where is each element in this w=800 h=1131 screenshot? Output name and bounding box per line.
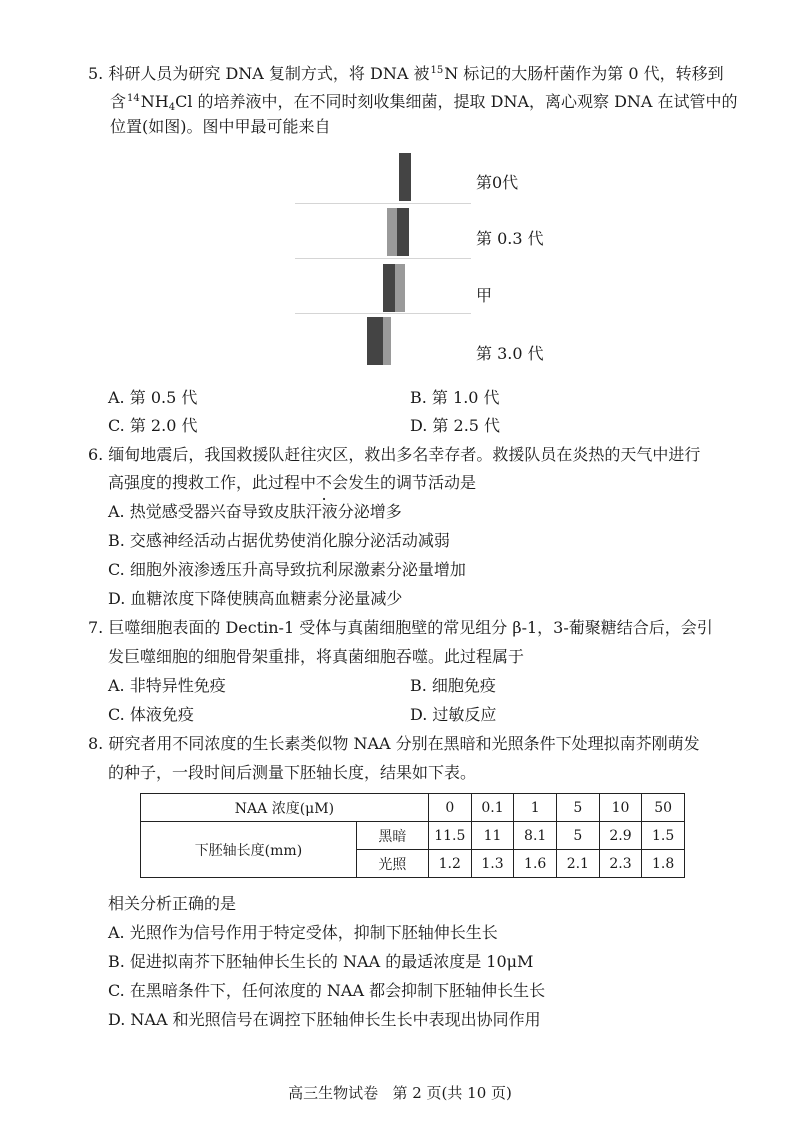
figure-divider [295,203,471,204]
naa-data-table [140,793,685,878]
table-cell: 2.1 [557,850,600,878]
q6-line-2 [108,472,476,494]
q7-line-1 [88,617,713,639]
figure-label-gen0-3: 第 0.3 代 [476,229,544,248]
q5-line-1 [88,60,724,85]
q5-text-1a: 科研人员为研究 DNA 复制方式，将 DNA 被 [108,64,430,83]
figure-label-gen0: 第0代 [476,173,519,192]
q8-option-c[interactable]: C. 在黑暗条件下，任何浓度的 NAA 都会抑制下胚轴伸长生长 [108,981,546,1000]
band-hybrid [395,264,405,312]
table-cell: 11 [471,822,514,850]
q8-line-1 [88,733,700,755]
q6-option-b[interactable]: B. 交感神经活动占据优势使消化腺分泌活动减弱 [108,531,450,550]
table-dark-label: 黑暗 [356,822,428,850]
table-cell: 0.1 [471,794,514,822]
q5-option-a[interactable]: A. 第 0.5 代 [108,388,198,407]
tube-gen3-0 [295,315,471,370]
table-row-label: 下胚轴长度(mm) [141,822,357,878]
q8-stem: 相关分析正确的是 [108,894,237,913]
q5-line-3: 位置(如图)。图中甲最可能来自 [110,117,331,136]
q6-option-c[interactable]: C. 细胞外液渗透压升高导致抗利尿激素分泌量增加 [108,560,466,579]
table-cell: 5 [557,822,600,850]
table-light-label: 光照 [356,850,428,878]
table-cell: 11.5 [428,822,471,850]
table-cell: 50 [642,794,685,822]
band-heavy [397,208,409,256]
q7-option-c[interactable]: C. 体液免疫 [108,705,194,724]
table-cell: 10 [599,794,642,822]
table-row [141,794,685,822]
figure-label-jia: 甲 [476,286,493,305]
q5-text-1b: N 标记的大肠杆菌作为第 0 代，转移到 [444,64,724,83]
figure-divider [295,258,471,259]
q6-line-1 [88,444,700,466]
table-cell: 1.5 [642,822,685,850]
q5-text-2c: Cl 的培养液中，在不同时刻收集细菌，提取 DNA，离心观察 DNA 在试管中的 [175,92,738,111]
tube-gen0 [295,150,471,205]
q5-option-d[interactable]: D. 第 2.5 代 [410,416,501,435]
table-cell: 1.2 [428,850,471,878]
dna-centrifuge-figure [295,150,471,370]
q5-text-2a: 含 [110,92,127,111]
q6-number: 6. [88,445,104,464]
table-cell: 1.3 [471,850,514,878]
q5-number: 5. [88,64,104,83]
table-header-label: NAA 浓度(μM) [141,794,429,822]
band-heavy [399,153,411,201]
q7-option-d[interactable]: D. 过敏反应 [410,705,497,724]
q8-option-b[interactable]: B. 促进拟南芥下胚轴伸长生长的 NAA 的最适浓度是 10μM [108,952,534,971]
q6-text-1: 缅甸地震后，我国救援队赶往灾区，救出多名幸存者。救援队员在炎热的天气中进行 [108,445,701,464]
figure-label-gen3-0: 第 3.0 代 [476,344,544,363]
table-cell: 2.9 [599,822,642,850]
q6-option-d[interactable]: D. 血糖浓度下降使胰高血糖素分泌量减少 [108,589,403,608]
table-row [141,822,685,850]
q5-text-2b: NH [140,92,169,111]
band-light [367,317,383,365]
q7-line-2: 发巨噬细胞的细胞骨架重排，将真菌细胞吞噬。此过程属于 [108,647,525,666]
q7-option-b[interactable]: B. 细胞免疫 [410,676,496,695]
figure-divider [295,313,471,314]
table-cell: 8.1 [514,822,557,850]
band-light [383,264,395,312]
tube-gen0-3 [295,205,471,260]
q8-number: 8. [88,734,104,753]
table-cell: 1 [514,794,557,822]
table-cell: 1.6 [514,850,557,878]
q7-option-a[interactable]: A. 非特异性免疫 [108,676,226,695]
table-cell: 0 [428,794,471,822]
q7-text-1: 巨噬细胞表面的 Dectin-1 受体与真菌细胞壁的常见组分 β-1，3-葡聚糖结合后，会引 [108,618,713,637]
q5-option-c[interactable]: C. 第 2.0 代 [108,416,198,435]
q7-number: 7. [88,618,104,637]
band-hybrid [383,317,391,365]
q6-emphasis-not: 不 [316,473,333,492]
q8-text-1: 研究者用不同浓度的生长素类似物 NAA 分别在黑暗和光照条件下处理拟南芥刚萌发 [108,734,700,753]
q5-isotope-15: 15 [430,65,444,76]
q5-option-b[interactable]: B. 第 1.0 代 [410,388,500,407]
q5-line-2 [110,88,738,119]
q5-subscript-4: 4 [168,102,176,113]
q6-text-2a: 高强度的搜救工作，此过程中 [108,473,317,492]
table-cell: 5 [557,794,600,822]
q8-line-2: 的种子，一段时间后测量下胚轴长度，结果如下表。 [108,763,477,782]
tube-jia [295,260,471,315]
q6-text-2b: 会发生的调节活动是 [332,473,477,492]
table-cell: 1.8 [642,850,685,878]
page-footer: 高三生物试卷 第 2 页(共 10 页) [288,1084,512,1102]
q6-option-a[interactable]: A. 热觉感受器兴奋导致皮肤汗液分泌增多 [108,502,402,521]
table-cell: 2.3 [599,850,642,878]
q5-isotope-14: 14 [127,93,140,104]
q8-option-a[interactable]: A. 光照作为信号作用于特定受体，抑制下胚轴伸长生长 [108,923,498,942]
band-hybrid [387,208,397,256]
q8-option-d[interactable]: D. NAA 和光照信号在调控下胚轴伸长生长中表现出协同作用 [108,1010,541,1029]
